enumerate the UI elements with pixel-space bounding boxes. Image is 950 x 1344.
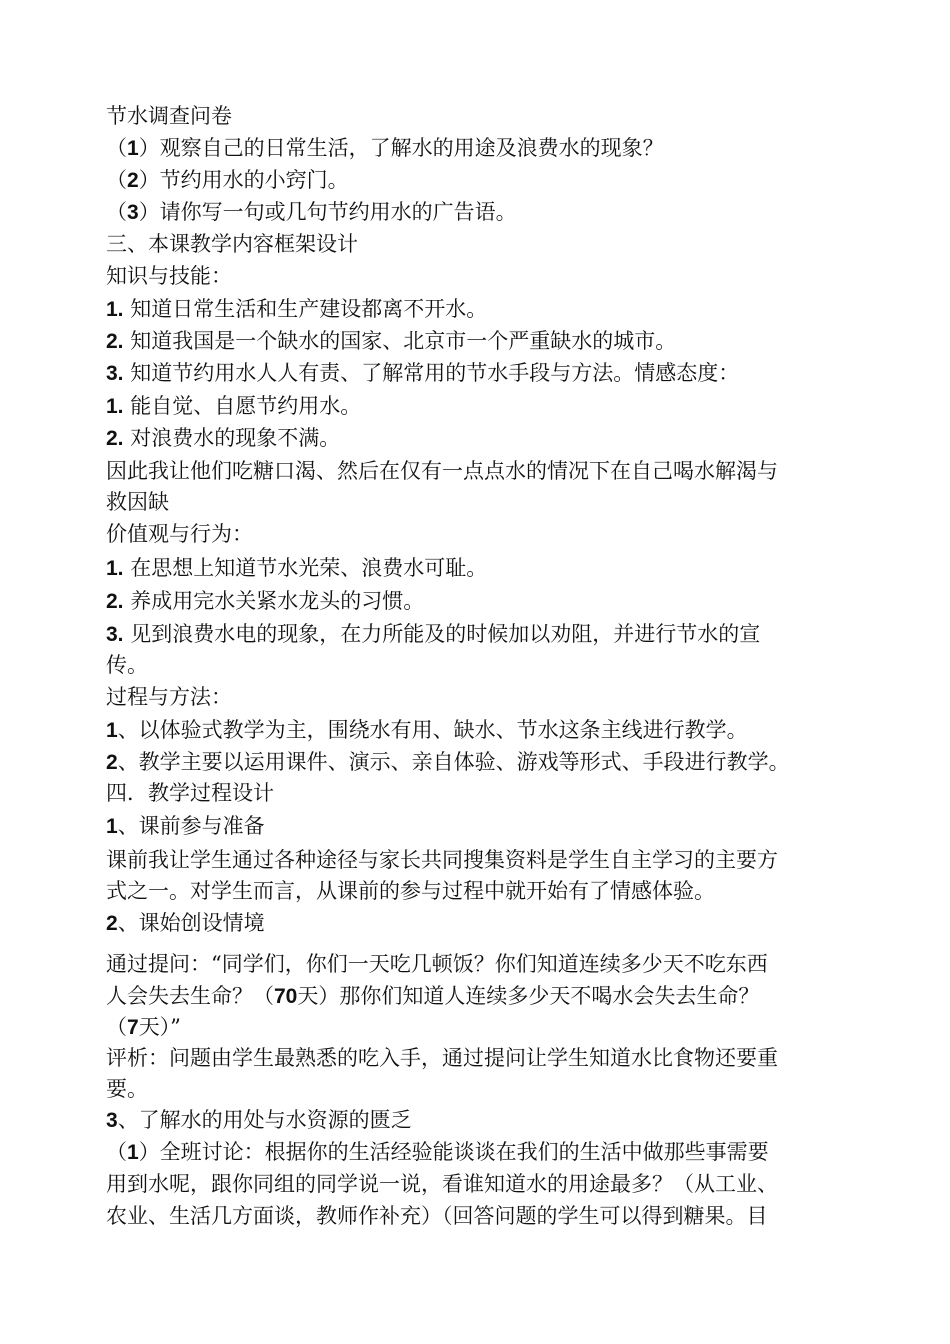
paragraph-line: 农业、生活几方面谈，教师作补充）（回答问题的学生可以得到糖果。目 (106, 1204, 768, 1228)
knowledge-item-1: 1. 知道日常生活和生产建设都离不开水。 (106, 297, 488, 321)
knowledge-item-3: 3. 知道节约用水人人有责、了解常用的节水手段与方法。情感态度： (106, 361, 740, 385)
attitude-item-2: 2. 对浪费水的现象不满。 (106, 426, 341, 450)
survey-item-2: （2）节约用水的小窍门。 (106, 168, 349, 192)
paragraph-line: 传。 (106, 653, 148, 677)
knowledge-item-2: 2. 知道我国是一个缺水的国家、北京市一个严重缺水的城市。 (106, 329, 677, 353)
paragraph-line: （7天）” (106, 1015, 181, 1039)
paragraph-line: 课前我让学生通过各种途径与家长共同搜集资料是学生自主学习的主要方 (106, 848, 778, 872)
subheading-knowledge: 知识与技能： (106, 264, 232, 288)
subheading-values: 价值观与行为： (106, 522, 253, 546)
paragraph-line: 用到水呢，跟你同组的同学说一说，看谁知道水的用途最多？（从工业、 (106, 1172, 778, 1196)
attitude-item-1: 1. 能自觉、自愿节约用水。 (106, 394, 362, 418)
values-item-3: 3. 见到浪费水电的现象，在力所能及的时候加以劝阻，并进行节水的宣 (106, 622, 761, 646)
section-heading-3: 三、本课教学内容框架设计 (106, 232, 358, 256)
survey-item-1: （1）观察自己的日常生活，了解水的用途及浪费水的现象？ (106, 136, 664, 160)
paragraph-line: 式之一。对学生而言，从课前的参与过程中就开始有了情感体验。 (106, 879, 715, 903)
values-item-2: 2. 养成用完水关紧水龙头的习惯。 (106, 589, 425, 613)
survey-item-3: （3）请你写一句或几句节约用水的广告语。 (106, 200, 517, 224)
paragraph-line: 人会失去生命？（70天）那你们知道人连续多少天不喝水会失去生命？ (106, 984, 760, 1008)
subheading-process: 过程与方法： (106, 685, 232, 709)
process-item-1: 1、以体验式教学为主，围绕水有用、缺水、节水这条主线进行教学。 (106, 718, 748, 742)
step-heading-1: 1、课前参与准备 (106, 814, 265, 838)
process-item-2: 2、教学主要以运用课件、演示、亲自体验、游戏等形式、手段进行教学。 (106, 750, 790, 774)
survey-title: 节水调查问卷 (106, 104, 232, 128)
paragraph-line: 评析：问题由学生最熟悉的吃入手，通过提问让学生知道水比食物还要重 (106, 1046, 778, 1070)
paragraph-line: 要。 (106, 1077, 148, 1101)
paragraph-line: 因此我让他们吃糖口渴、然后在仅有一点点水的情况下在自己喝水解渴与 (106, 459, 778, 483)
step-heading-3: 3、了解水的用处与水资源的匮乏 (106, 1108, 412, 1132)
paragraph-line: 救因缺 (106, 490, 169, 514)
paragraph-line: 通过提问：“同学们，你们一天吃几顿饭？你们知道连续多少天不吃东西 (106, 952, 768, 976)
paragraph-line: （1）全班讨论：根据你的生活经验能谈谈在我们的生活中做那些事需要 (106, 1140, 769, 1164)
section-heading-4: 四．教学过程设计 (106, 781, 274, 805)
values-item-1: 1. 在思想上知道节水光荣、浪费水可耻。 (106, 556, 488, 580)
step-heading-2: 2、课始创设情境 (106, 911, 265, 935)
